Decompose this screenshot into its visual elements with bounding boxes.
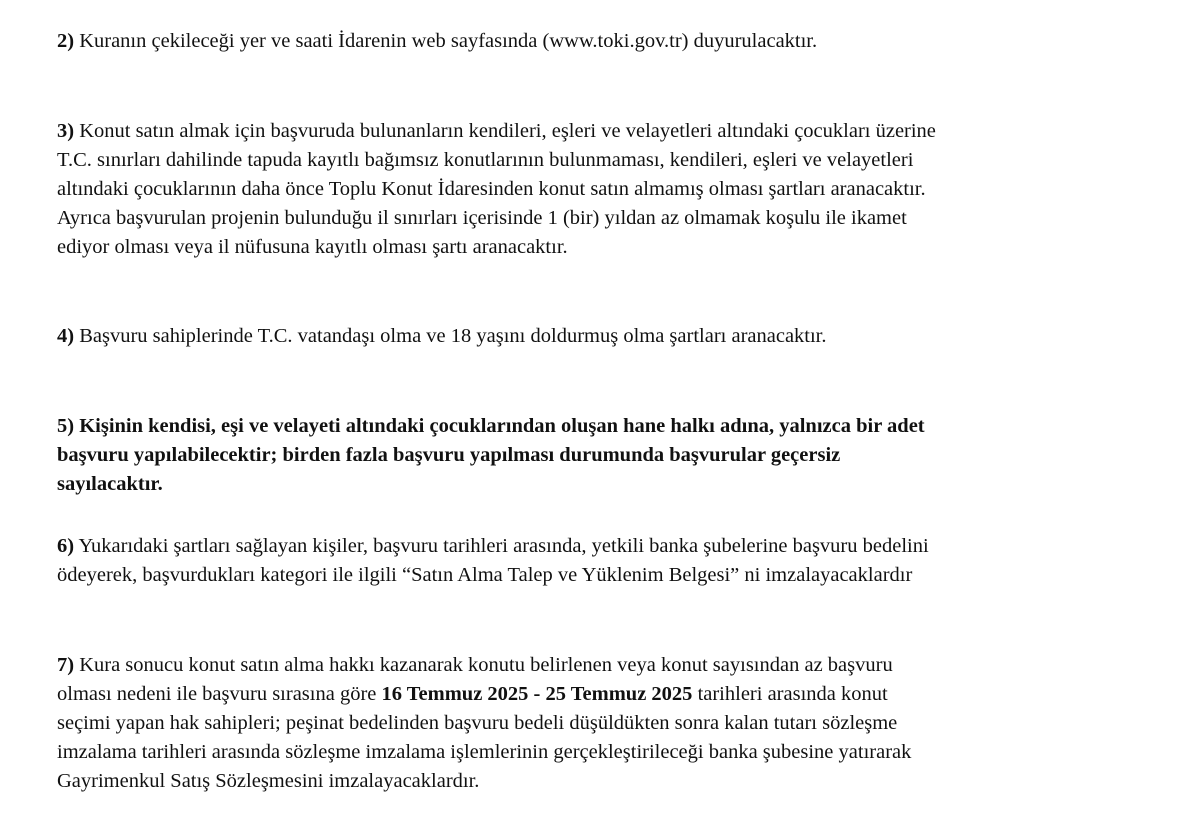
item-7-line-2-start: olması nedeni ile başvuru sırasına göre — [57, 683, 382, 705]
item-7-line-5: Gayrimenkul Satış Sözleşmesini imzalayacaklardır. — [57, 770, 480, 792]
item-5-line-3: sayılacaktır. — [57, 473, 163, 495]
item-6-text-1: Yukarıdaki şartları sağlayan kişiler, başvuru tarihleri arasında, yetkili banka şubelerine başvuru bedelini — [78, 535, 929, 557]
item-6-line-1 — [57, 532, 1167, 561]
item-5-line-2: başvuru yapılabilecektir; birden fazla başvuru yapılması durumunda başvurular geçersiz — [57, 444, 841, 466]
item-7-line-1 — [57, 651, 1167, 680]
item-7-number: 7) — [57, 654, 75, 676]
item-3-line-1 — [57, 117, 1167, 146]
item-4-number: 4) — [57, 325, 75, 347]
item-3-line-3: altındaki çocuklarının daha önce Toplu Konut İdaresinden konut satın almamış olması şartları aranacaktır. — [57, 178, 926, 200]
item-7-date-range: 16 Temmuz 2025 - 25 Temmuz 2025 — [381, 683, 693, 705]
item-3-line-4: Ayrıca başvurulan projenin bulunduğu il sınırları içerisinde 1 (bir) yıldan az olmamak koşulu ile ikamet — [57, 207, 907, 229]
item-3-text-1: Konut satın almak için başvuruda bulunanların kendileri, eşleri ve velayetleri altındaki çocukları üzerine — [79, 120, 936, 142]
item-4 — [57, 322, 1167, 351]
item-7-line-4: imzalama tarihleri arasında sözleşme imzalama işlemlerinin gerçekleştirileceği banka şubesine yatırarak — [57, 741, 912, 763]
item-6-line-2: ödeyerek, başvurdukları kategori ile ilgili “Satın Alma Talep ve Yüklenim Belgesi” ni imzalayacaklardır — [57, 564, 913, 586]
item-5 — [57, 412, 1167, 499]
item-2 — [57, 27, 1167, 56]
item-7-text-1: Kura sonucu konut satın alma hakkı kazanarak konutu belirlenen veya konut sayısından az başvuru — [79, 654, 893, 676]
item-3-line-5: ediyor olması veya il nüfusuna kayıtlı olması şartı aranacaktır. — [57, 236, 568, 258]
item-5-line-1 — [57, 412, 1167, 441]
item-3 — [57, 117, 1167, 262]
item-3-line-2: T.C. sınırları dahilinde tapuda kayıtlı bağımsız konutlarının bulunmaması, kendileri, eşleri ve velayetleri — [57, 149, 914, 171]
item-2-line-1 — [57, 27, 1167, 56]
item-7 — [57, 651, 1167, 796]
item-2-text: Kuranın çekileceği yer ve saati İdarenin web sayfasında (www.toki.gov.tr) duyurulacaktır. — [79, 30, 818, 52]
item-4-text: Başvuru sahiplerinde T.C. vatandaşı olma ve 18 yaşını doldurmuş olma şartları aranacaktır. — [79, 325, 827, 347]
item-6 — [57, 532, 1167, 590]
item-4-line-1 — [57, 322, 1167, 351]
item-7-line-3: seçimi yapan hak sahipleri; peşinat bedelinden başvuru bedeli düşüldükten sonra kalan tutarı sözleşme — [57, 712, 898, 734]
item-6-number: 6) — [57, 535, 75, 557]
item-5-text-1: Kişinin kendisi, eşi ve velayeti altındaki çocuklarından oluşan hane halkı adına, yalnızca bir adet — [79, 415, 925, 437]
item-2-number: 2) — [57, 30, 75, 52]
item-7-line-2-end: tarihleri arasında konut — [692, 683, 888, 705]
item-3-number: 3) — [57, 120, 75, 142]
item-5-number: 5) — [57, 415, 75, 437]
item-7-line-2 — [57, 680, 1167, 709]
